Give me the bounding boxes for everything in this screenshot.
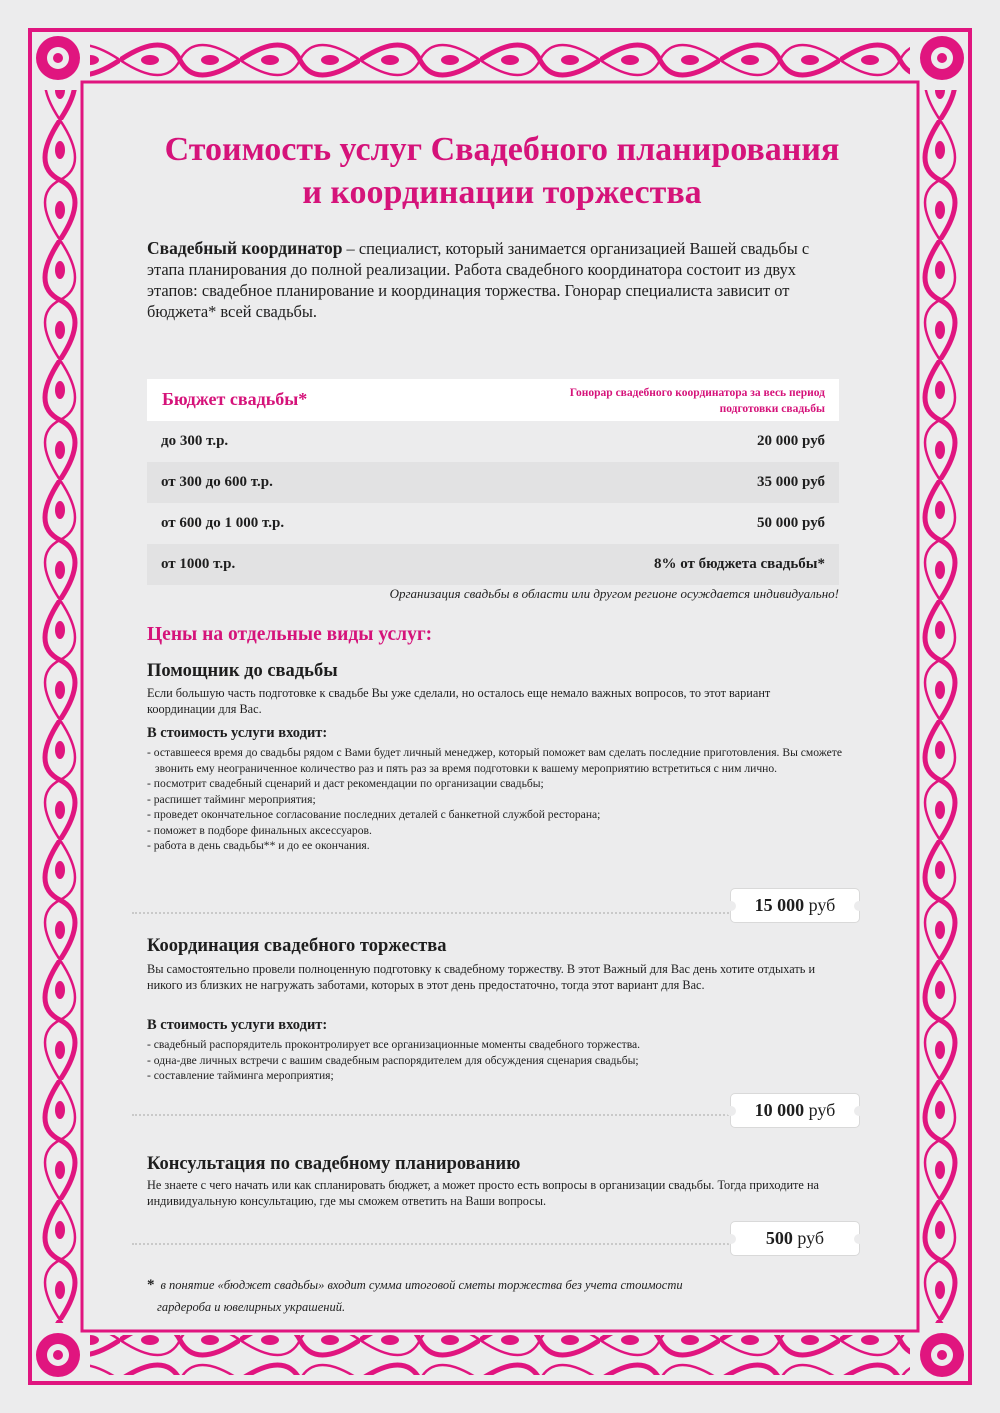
price-currency: руб — [797, 1228, 825, 1248]
price-tag — [731, 889, 859, 922]
region-note: Организация свадьбы в области или другом регионе осуждается индивидуально! — [389, 586, 839, 601]
intro-paragraph — [147, 238, 827, 322]
list-item: - распишет тайминг мероприятия; — [147, 792, 316, 806]
intro-text: – специалист, который занимается организацией Вашей свадьбы с этапа планирования до полной реализации. Работа свадебного координатора состоит из двух этапов: свадебное планирование и координация торжества. Гонорар специалиста зависит от бюджета* всей свадьбы. — [147, 239, 810, 321]
header-budget: Бюджет свадьбы* — [162, 389, 308, 409]
dotted-separator — [132, 1243, 732, 1245]
header-fee-line-1: Гонорар свадебного координатора за весь период — [569, 387, 825, 399]
budget-cell: до 300 т.р. — [161, 433, 229, 449]
price-currency: руб — [808, 895, 836, 915]
list-item: - посмотрит свадебный сценарий и даст рекомендации по организации свадьбы; — [147, 777, 544, 790]
price-tag — [731, 1094, 859, 1127]
page-title — [147, 128, 857, 214]
list-item: - оставшееся время до свадьбы рядом с Вами будет личный менеджер, который поможет вам сделать последние приготовления. Вы сможете звонить ему неограниченное количество раз и пять раз за время подготовки к вашему мероприятию встретиться с ним лично. — [147, 746, 842, 775]
intro-term: Свадебный координатор — [147, 238, 343, 258]
budget-footnote — [147, 1274, 827, 1318]
list-item: - проведет окончательное согласование последних деталей с банкетной службой ресторана; — [147, 808, 601, 821]
section-heading: Цены на отдельные виды услуг: — [147, 624, 433, 645]
service-description: Если большую часть подготовке к свадьбе Вы уже сделали, но осталось еще немало важных вопросов, то этот вариант координации для Вас. — [147, 686, 771, 716]
budget-cell: от 1000 т.р. — [161, 556, 236, 572]
title-line-1: Стоимость услуг Свадебного планирования — [164, 131, 840, 168]
included-heading: В стоимость услуги входит: — [147, 725, 328, 741]
budget-cell: от 300 до 600 т.р. — [161, 474, 273, 490]
header-fee-line-2: подготовки свадьбы — [719, 403, 825, 415]
service-title: Координация свадебного торжества — [147, 936, 447, 956]
fee-cell: 20 000 руб — [757, 433, 825, 449]
dotted-separator — [132, 1114, 732, 1116]
dotted-separator — [132, 912, 732, 914]
price-currency: руб — [808, 1100, 836, 1120]
budget-cell: от 600 до 1 000 т.р. — [161, 515, 285, 531]
included-heading: В стоимость услуги входит: — [147, 1017, 328, 1033]
list-item: - работа в день свадьбы** и до ее окончания. — [147, 839, 370, 852]
list-item: - поможет в подборе финальных аксессуаров. — [147, 823, 372, 837]
table-row — [147, 421, 839, 462]
footnote-star: * — [147, 1277, 155, 1293]
list-item: - одна-две личных встречи с вашим свадебным распорядителем для обсуждения сценария свадьбы; — [147, 1053, 639, 1067]
footnote-line-2: гардероба и ювелирных украшений. — [157, 1300, 346, 1314]
included-list — [147, 1037, 847, 1084]
service-title: Помощник до свадьбы — [147, 661, 338, 681]
fee-table-header — [147, 379, 839, 421]
table-row — [147, 462, 839, 503]
service-description: Вы самостоятельно провели полноценную подготовку к свадебному торжеству. В этот Важный для Вас день хотите отдыхать и никого из близких не нагружать заботами, которых в этот день предостаточно, тогда этот вариант для Вас. — [147, 962, 816, 992]
price-amount: 10 000 — [754, 1100, 805, 1120]
fee-cell: 35 000 руб — [757, 474, 825, 490]
list-item: - свадебный распорядитель проконтролирует все организационные моменты свадебного торжества. — [147, 1038, 641, 1051]
footnote-line-1: в понятие «бюджет свадьбы» входит сумма итоговой сметы торжества без учета стоимости — [160, 1278, 683, 1292]
price-amount: 500 — [765, 1228, 793, 1248]
fee-table — [147, 379, 839, 585]
service-description: Не знаете с чего начать или как спланировать бюджет, а может просто есть вопросы в организации свадьбы. Тогда приходите на индивидуальную консультацию, где мы сможем ответить на Ваши вопросы. — [147, 1178, 819, 1208]
price-tag — [731, 1222, 859, 1255]
header-fee — [495, 385, 825, 417]
table-row — [147, 544, 839, 585]
title-line-2: и координации торжества — [302, 174, 702, 211]
included-list — [147, 745, 847, 854]
list-item: - составление тайминга мероприятия; — [147, 1069, 334, 1082]
fee-cell: 50 000 руб — [757, 515, 825, 531]
price-amount: 15 000 — [754, 895, 805, 915]
service-title: Консультация по свадебному планированию — [147, 1154, 521, 1174]
table-row — [147, 503, 839, 544]
fee-cell: 8% от бюджета свадьбы* — [654, 556, 825, 572]
